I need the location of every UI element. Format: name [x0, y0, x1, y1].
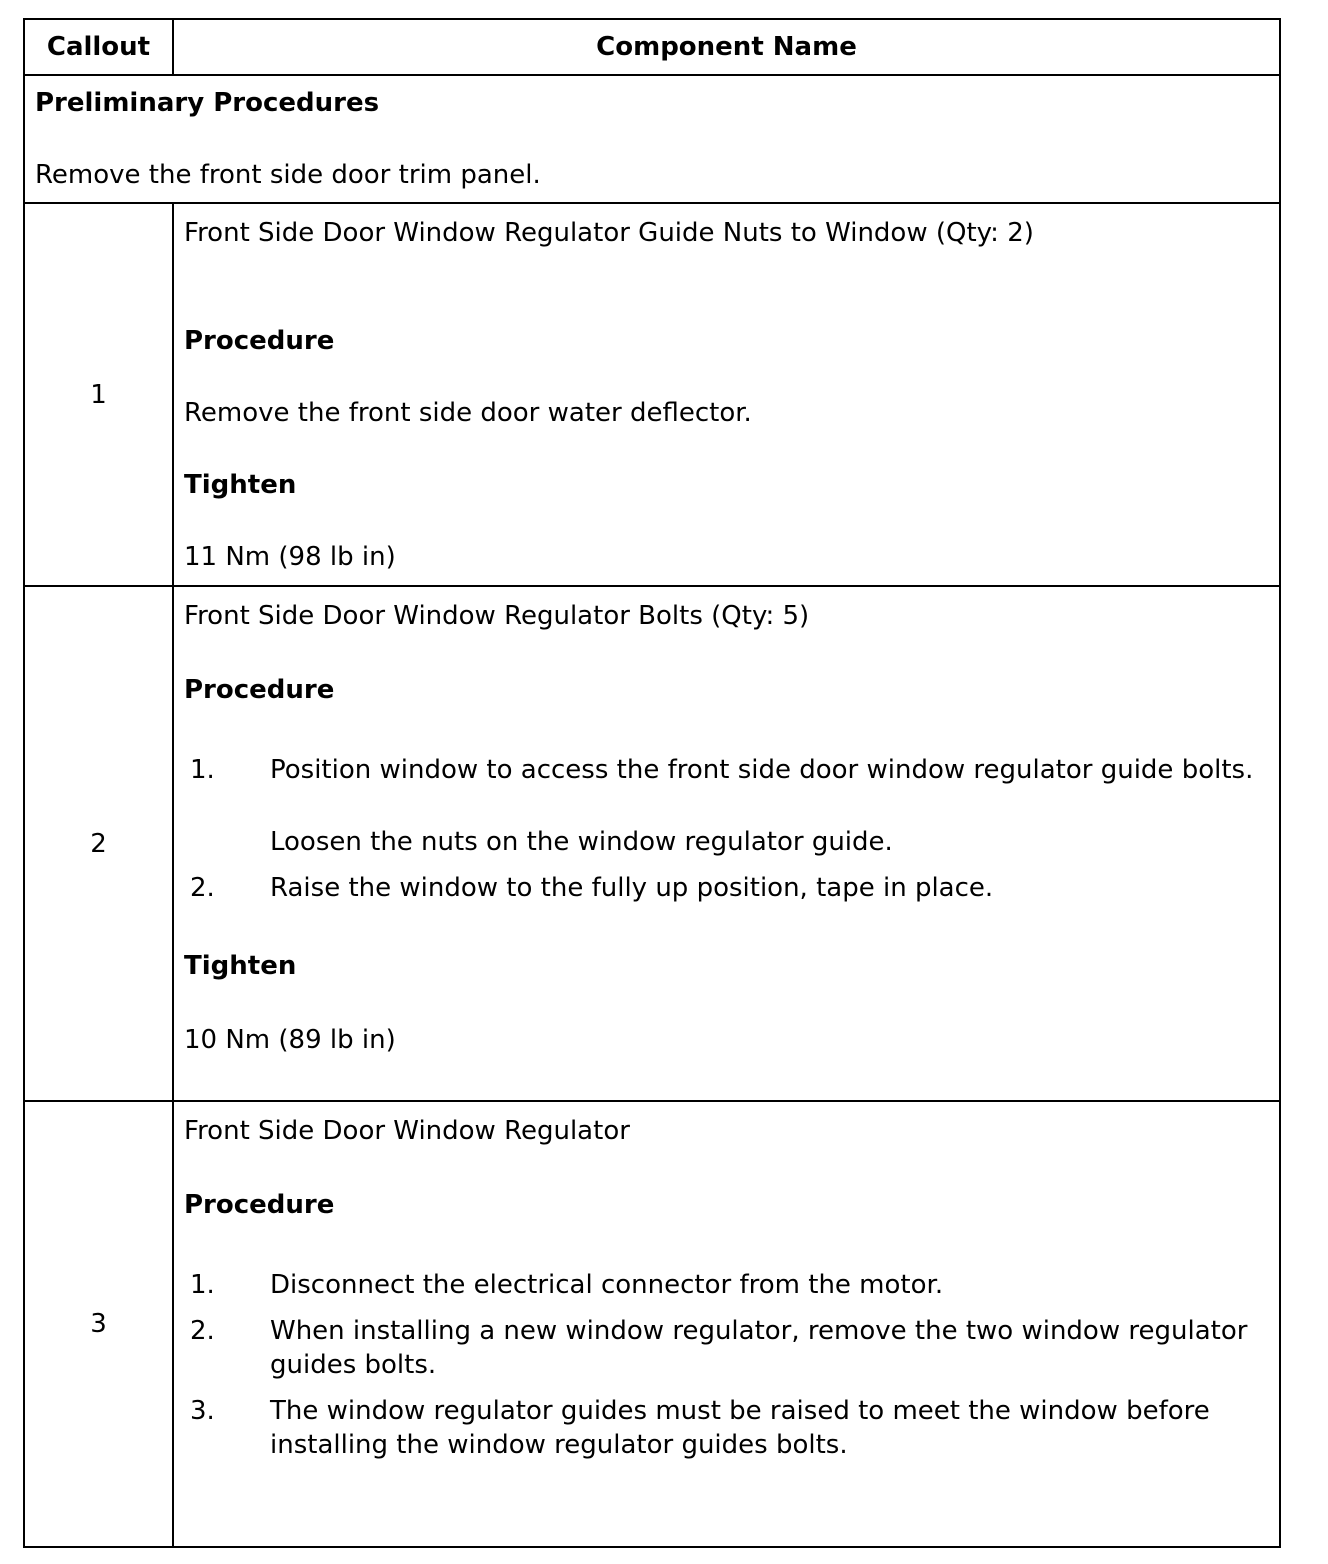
tighten-label: Tighten	[184, 951, 297, 981]
step-text: The window regulator guides must be raised to meet the window before installing the window regulator guides bolts.	[270, 1396, 1210, 1460]
step-number: 2.	[190, 1316, 215, 1346]
step-number: 1.	[190, 1270, 215, 1300]
callout-number: 1	[24, 203, 173, 586]
preliminary-title: Preliminary Procedures	[35, 88, 380, 118]
component-name: Front Side Door Window Regulator	[184, 1116, 630, 1146]
header-callout: Callout	[24, 19, 173, 75]
step-text: When installing a new window regulator, remove the two window regulator guides bolts.	[270, 1316, 1248, 1380]
table-row	[24, 1101, 1280, 1547]
tighten-label: Tighten	[184, 470, 297, 500]
tighten-value: 10 Nm (89 lb in)	[184, 1025, 396, 1055]
header-row	[24, 19, 1280, 75]
procedure-label: Procedure	[184, 1190, 335, 1220]
callout-number: 2	[24, 586, 173, 1101]
header-component-name: Component Name	[173, 19, 1280, 75]
preliminary-cell	[24, 75, 1280, 203]
table-row	[24, 203, 1280, 586]
step-item	[184, 871, 1260, 905]
preliminary-text: Remove the front side door trim panel.	[35, 160, 541, 190]
step-text: Disconnect the electrical connector from the motor.	[270, 1270, 944, 1300]
step-item	[184, 753, 1260, 859]
step-number: 3.	[190, 1396, 215, 1426]
preliminary-row	[24, 75, 1280, 203]
step-item	[184, 1268, 1260, 1302]
procedure-steps	[184, 1268, 1279, 1462]
component-cell	[173, 586, 1280, 1101]
step-item	[184, 1394, 1260, 1462]
callout-number: 3	[24, 1101, 173, 1547]
tighten-value: 11 Nm (98 lb in)	[184, 542, 396, 572]
step-number: 2.	[190, 873, 215, 903]
procedure-label: Procedure	[184, 675, 335, 705]
component-table	[23, 18, 1281, 1548]
step-item	[184, 1314, 1260, 1382]
procedure-text: Remove the front side door water deflector.	[184, 398, 752, 428]
component-name: Front Side Door Window Regulator Bolts (Qty: 5)	[184, 601, 810, 631]
table-row	[24, 586, 1280, 1101]
procedure-steps	[184, 753, 1279, 905]
step-text: Raise the window to the fully up position, tape in place.	[270, 873, 994, 903]
component-name: Front Side Door Window Regulator Guide Nuts to Window (Qty: 2)	[184, 218, 1034, 248]
step-number: 1.	[190, 755, 215, 785]
step-note: Loosen the nuts on the window regulator guide.	[270, 827, 893, 857]
component-cell	[173, 1101, 1280, 1547]
component-cell	[173, 203, 1280, 586]
step-text: Position window to access the front side door window regulator guide bolts.	[270, 755, 1254, 785]
procedure-label: Procedure	[184, 326, 335, 356]
